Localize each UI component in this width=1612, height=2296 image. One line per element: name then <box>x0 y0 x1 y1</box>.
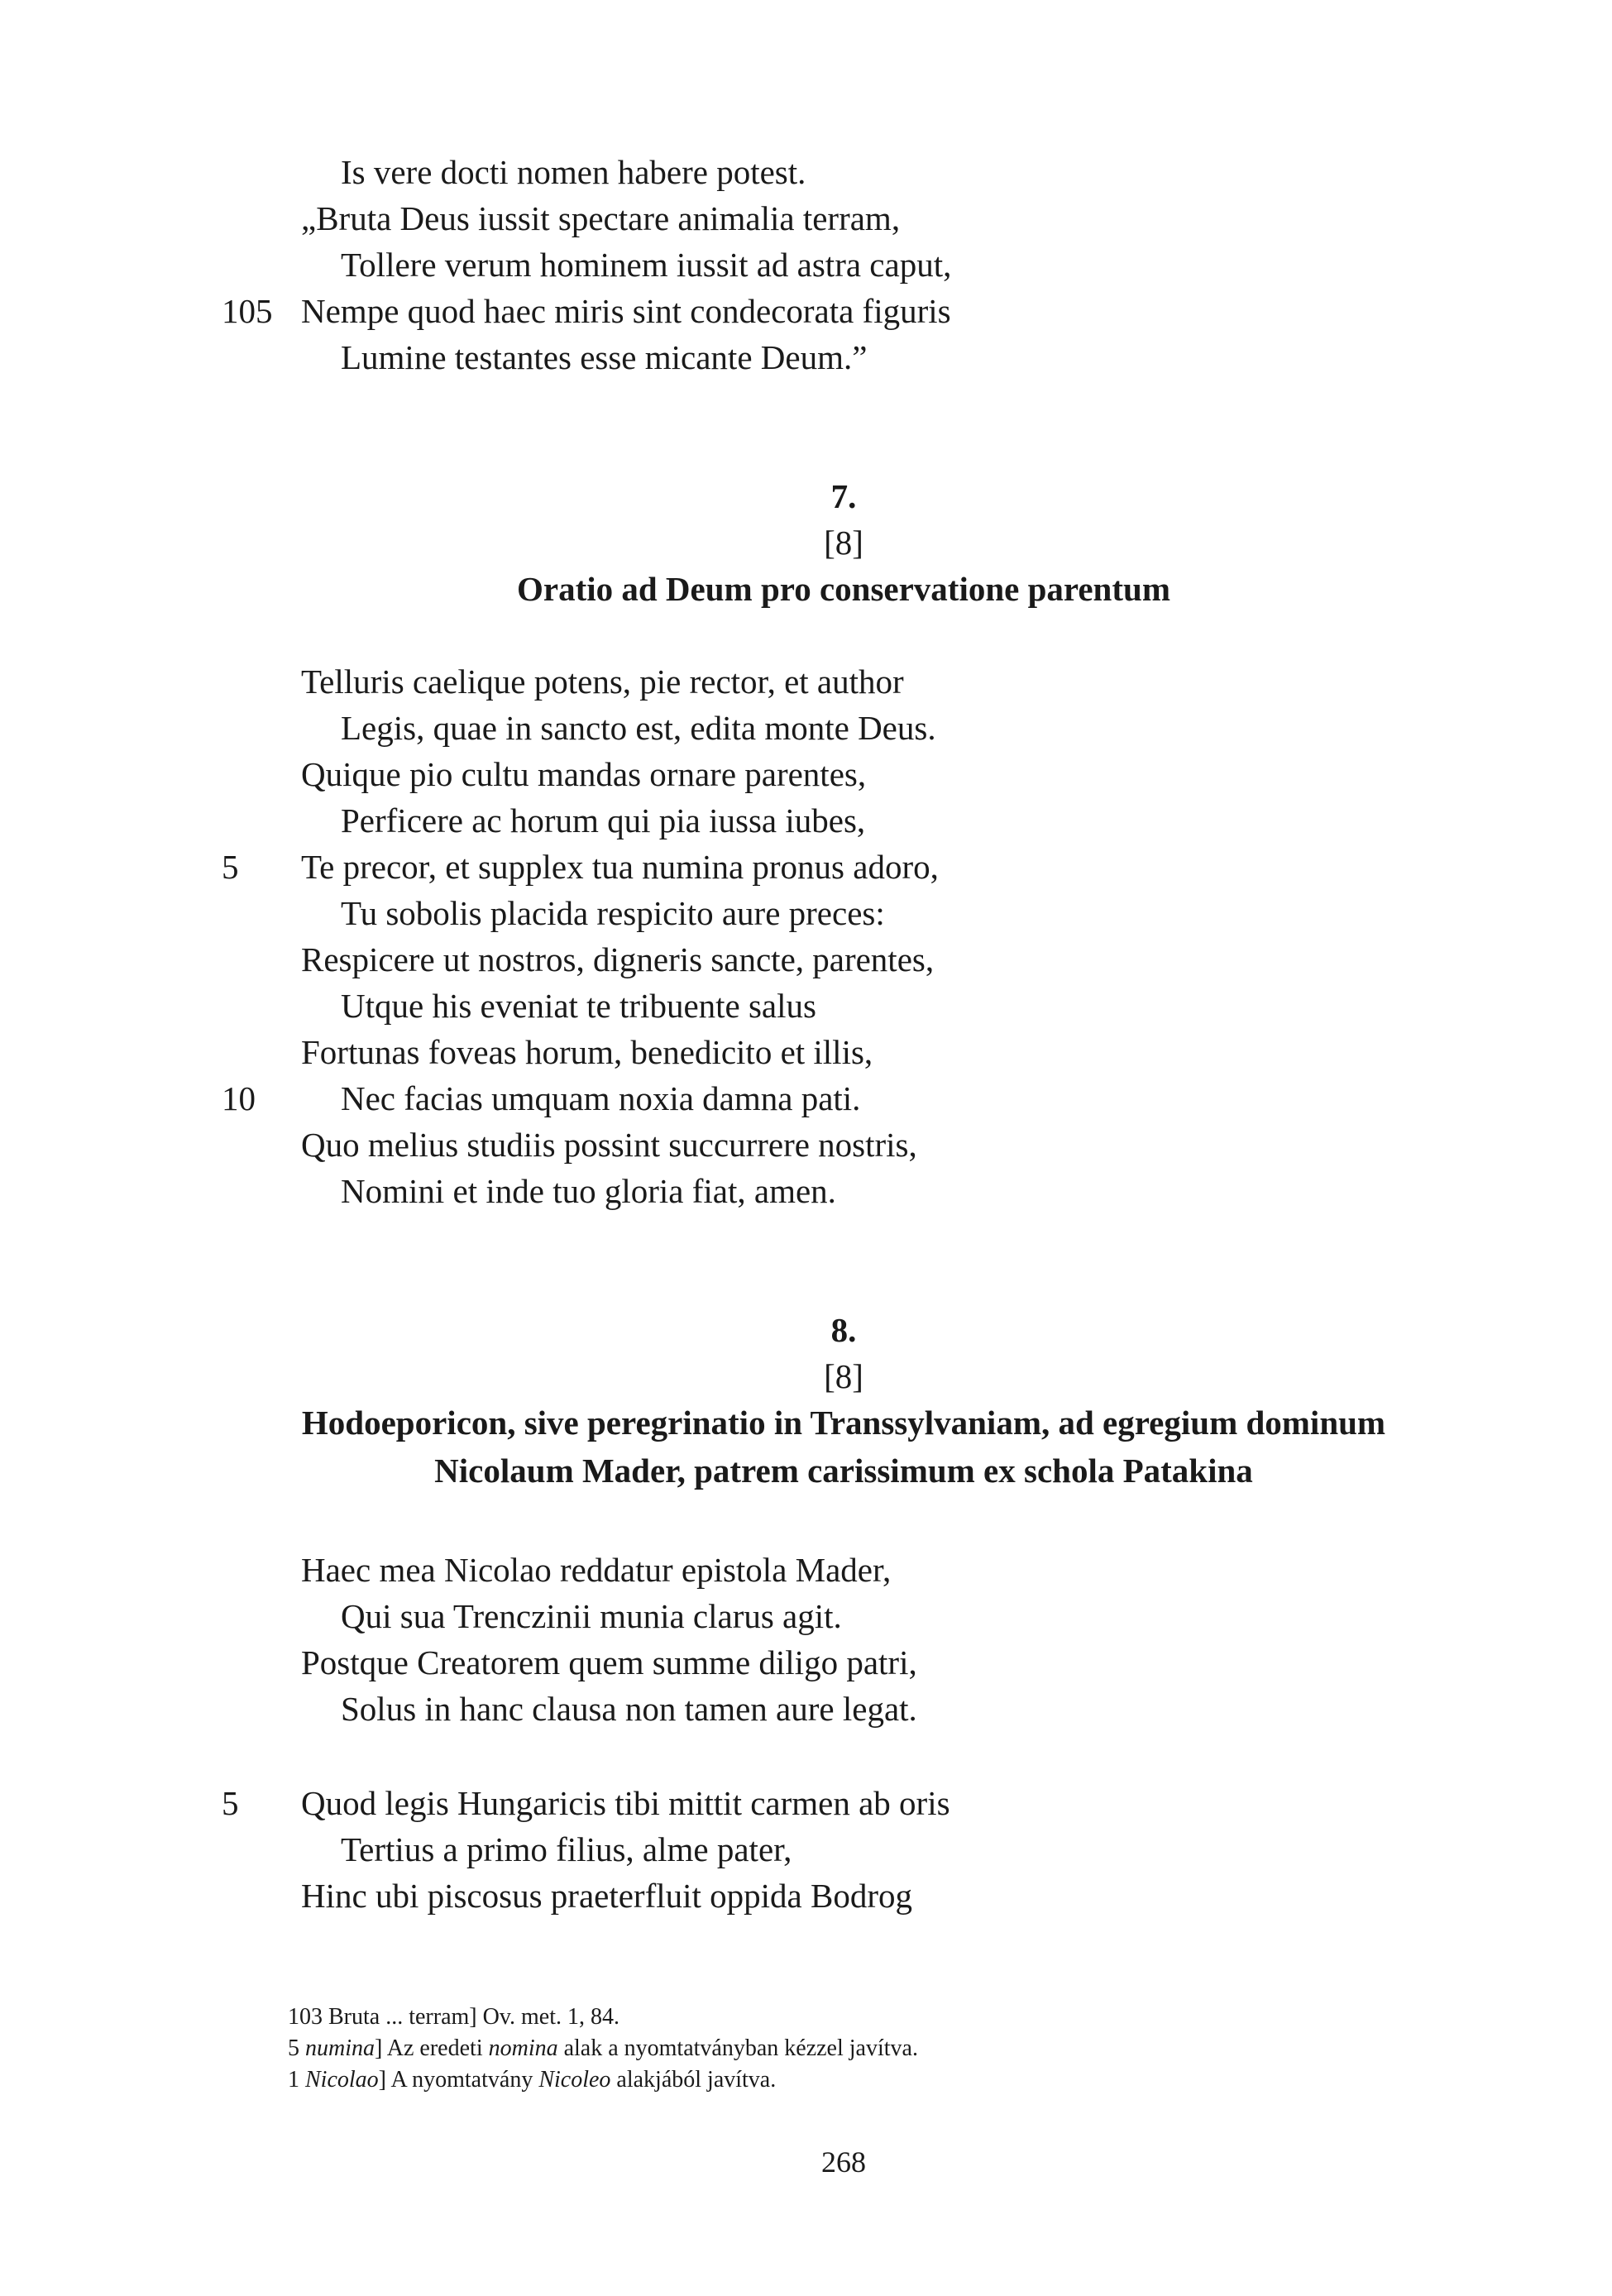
verse-line: Hinc ubi piscosus praeterfluit oppida Bodrog <box>301 1877 913 1915</box>
line-number: 5 <box>222 1784 239 1822</box>
verse-line: Quod legis Hungaricis tibi mittit carmen ab oris <box>301 1784 950 1822</box>
verse-line: Nempe quod haec miris sint condecorata figuris <box>301 292 951 330</box>
verse-line: Legis, quae in sancto est, edita monte Deus. <box>341 709 936 747</box>
verse-line: Nomini et inde tuo gloria fiat, amen. <box>341 1172 836 1210</box>
footnote-lemma-italic: Nicolao <box>305 2067 379 2093</box>
verse-line: Tertius a primo filius, alme pater, <box>341 1830 792 1868</box>
verse-line: Qui sua Trenczinii munia clarus agit. <box>341 1597 842 1635</box>
footnote-text: alak a nyomtatványban kézzel javítva. <box>557 2035 918 2061</box>
verse-line: Quo melius studiis possint succurrere nostris, <box>301 1126 917 1164</box>
poem-bracket-number: [8] <box>824 1357 863 1395</box>
footnote-lemma: 5 <box>288 2035 305 2061</box>
footnote-text: Ov. met. 1, 84. <box>482 2004 619 2030</box>
footnote-lemma: 103 Bruta ... terram] <box>288 2004 477 2030</box>
verse-line: Nec facias umquam noxia damna pati. <box>341 1079 861 1117</box>
line-number: 10 <box>222 1079 256 1117</box>
verse-line: Utque his eveniat te tribuente salus <box>341 987 816 1025</box>
page-number: 268 <box>821 2145 866 2179</box>
verse-line: Te precor, et supplex tua numina pronus adoro, <box>301 848 939 886</box>
footnote-text: ] Az eredeti <box>375 2035 489 2061</box>
verse-line: Lumine testantes esse micante Deum.” <box>341 338 868 376</box>
footnote-lemma-italic: numina <box>305 2035 375 2061</box>
verse-line: Postque Creatorem quem summe diligo patri, <box>301 1643 917 1681</box>
footnote-lemma: 1 <box>288 2067 305 2093</box>
verse-line: Quique pio cultu mandas ornare parentes, <box>301 755 867 793</box>
footnote-text-italic: nomina <box>488 2035 558 2061</box>
verse-line: Telluris caelique potens, pie rector, et author <box>301 662 904 701</box>
footnote <box>288 2033 918 2064</box>
poem-bracket-number: [8] <box>824 524 863 562</box>
footnote <box>288 2064 776 2096</box>
verse-line: Respicere ut nostros, digneris sancte, parentes, <box>301 940 935 978</box>
verse-line: Fortunas foveas horum, benedicito et illis, <box>301 1033 873 1071</box>
verse-line: Perficere ac horum qui pia iussa iubes, <box>341 801 866 839</box>
verse-line: „Bruta Deus iussit spectare animalia terram, <box>301 199 901 237</box>
verse-line: Solus in hanc clausa non tamen aure legat. <box>341 1690 917 1728</box>
line-number: 105 <box>222 292 273 330</box>
poem-title-line-2: Nicolaum Mader, patrem carissimum ex schola Patakina <box>434 1452 1253 1490</box>
footnote-text: alakjából javítva. <box>610 2067 777 2093</box>
poem-title-line-1: Hodoeporicon, sive peregrinatio in Transsylvaniam, ad egregium dominum <box>301 1404 1386 1442</box>
verse-line: Haec mea Nicolao reddatur epistola Mader, <box>301 1551 892 1589</box>
poem-number: 8. <box>830 1311 857 1349</box>
footnote-text-italic: Nicoleo <box>538 2067 611 2093</box>
poem-number: 7. <box>830 477 857 515</box>
verse-line: Is vere docti nomen habere potest. <box>341 153 806 191</box>
verse-line: Tollere verum hominem iussit ad astra caput, <box>341 246 952 284</box>
poem-title: Oratio ad Deum pro conservatione parentum <box>517 570 1170 608</box>
line-number: 5 <box>222 848 239 886</box>
footnote-text: ] A nyomtatvány <box>378 2067 539 2093</box>
verse-line: Tu sobolis placida respicito aure preces: <box>341 894 885 932</box>
footnote <box>288 2002 619 2033</box>
